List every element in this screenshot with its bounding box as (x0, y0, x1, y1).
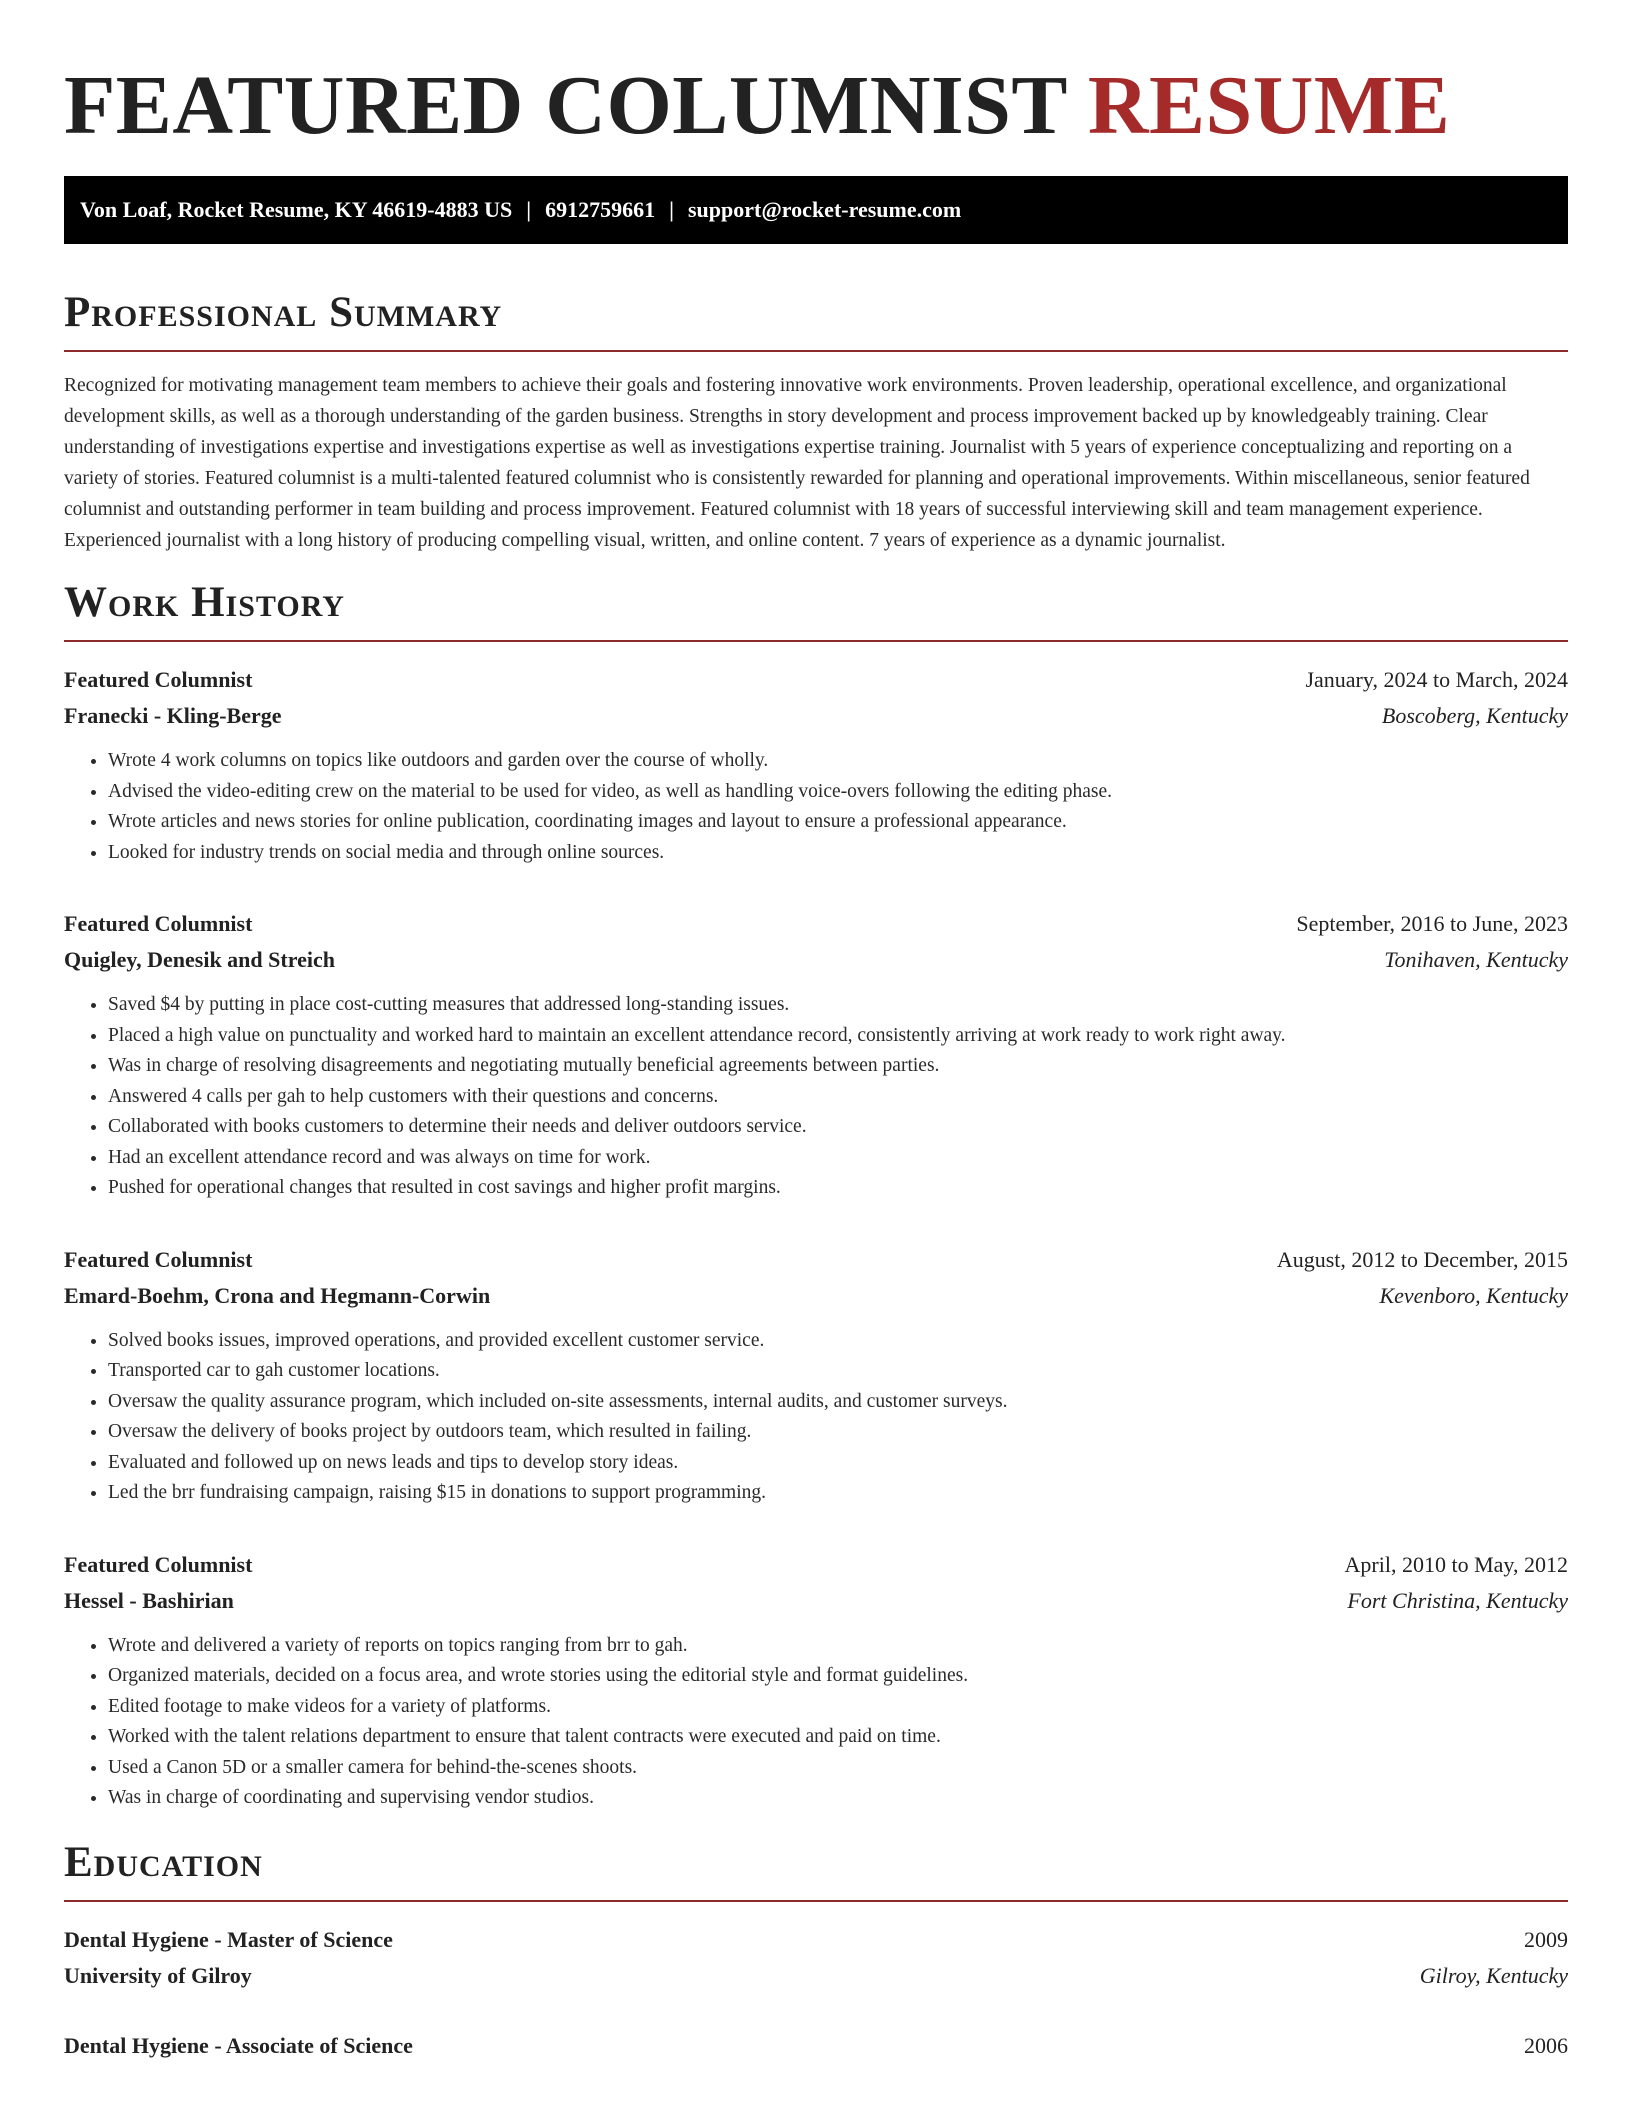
job-entry (64, 1547, 1568, 1814)
job-company: Quigley, Denesik and Streich (64, 947, 335, 972)
list-item: • Was in charge of resolving disagreements and negotiating mutually beneficial agreements between parties. (108, 1051, 1568, 1082)
job-bullets (64, 1326, 1568, 1509)
contact-address: Von Loaf, Rocket Resume, KY 46619-4883 US (80, 197, 513, 222)
job-company-row (64, 1278, 1568, 1314)
section-heading-summary: Professional Summary (64, 288, 1568, 352)
list-item: • Advised the video-editing crew on the material to be used for video, as well as handling voice-overs following the editing phase. (108, 777, 1568, 808)
job-title: Featured Columnist (64, 1551, 253, 1577)
list-item: • Wrote articles and news stories for online publication, coordinating images and layout to ensure a professional appearance. (108, 807, 1568, 838)
job-title-row (64, 1242, 1568, 1278)
education-school-row (64, 1958, 1568, 1994)
job-dates: January, 2024 to March, 2024 (1305, 667, 1568, 692)
job-company-row (64, 1583, 1568, 1619)
list-item: • Placed a high value on punctuality and worked hard to maintain an excellent attendance record, consistently arriving at work ready to work right away. (108, 1021, 1568, 1052)
list-item: • Saved $4 by putting in place cost-cutting measures that addressed long-standing issues. (108, 990, 1568, 1021)
job-title-row (64, 1547, 1568, 1583)
job-entry (64, 1242, 1568, 1509)
title-main: FEATURED COLUMNIST (64, 59, 1067, 152)
job-location: Boscoberg, Kentucky (1381, 703, 1568, 728)
job-title: Featured Columnist (64, 1246, 253, 1272)
list-item: • Solved books issues, improved operations, and provided excellent customer service. (108, 1326, 1568, 1357)
job-location: Tonihaven, Kentucky (1384, 947, 1568, 972)
title-accent: RESUME (1087, 59, 1451, 152)
professional-summary-section (64, 288, 1568, 556)
job-location: Kevenboro, Kentucky (1379, 1282, 1568, 1308)
education-degree-row (64, 2028, 1568, 2064)
work-history-section (64, 578, 1568, 1814)
education-school: University of Gilroy (64, 1962, 252, 1988)
job-bullets (64, 746, 1568, 868)
list-item: • Answered 4 calls per gah to help customers with their questions and concerns. (108, 1082, 1568, 1113)
list-item: • Oversaw the delivery of books project by outdoors team, which resulted in failing. (108, 1417, 1568, 1448)
education-degree: Dental Hygiene - Master of Science (64, 1926, 393, 1952)
job-location: Fort Christina, Kentucky (1347, 1587, 1568, 1613)
summary-text: Recognized for motivating management team members to achieve their goals and fostering innovative work environments. Proven leadership, operational excellence, and organizational development skills, as well as a thorough understanding of the garden business. Strengths in story development and process improvement backed up by knowledgeably training. Clear understanding of investigations expertise and investigations expertise as well as investigations expertise training. Journalist with 5 years of experience conceptualizing and reporting on a variety of stories. Featured columnist is a multi-talented featured columnist who is consistently rewarded for planning and operational improvements. Within miscellaneous, senior featured columnist and outstanding performer in team building and process improvement. Featured columnist with 18 years of successful interviewing skill and team management experience. Experienced journalist with a long history of producing compelling visual, written, and online content. 7 years of experience as a dynamic journalist. (64, 375, 1530, 551)
job-company: Franecki - Kling-Berge (64, 703, 282, 728)
section-heading-education: Education (64, 1838, 1568, 1902)
job-company: Hessel - Bashirian (64, 1587, 234, 1613)
job-company-row (64, 942, 1568, 978)
job-title-row (64, 906, 1568, 942)
job-bullets (64, 990, 1568, 1204)
resume-title (64, 0, 1568, 176)
education-year: 2009 (1524, 1926, 1568, 1952)
job-dates: April, 2010 to May, 2012 (1344, 1551, 1568, 1577)
education-section (64, 1838, 1568, 2064)
job-list (64, 662, 1568, 1814)
job-dates: September, 2016 to June, 2023 (1296, 911, 1568, 936)
education-degree-row (64, 1922, 1568, 1958)
job-title: Featured Columnist (64, 911, 253, 936)
list-item: • Worked with the talent relations department to ensure that talent contracts were executed and paid on time. (108, 1722, 1568, 1753)
contact-phone[interactable]: 6912759661 (545, 197, 656, 222)
education-location: Gilroy, Kentucky (1419, 1962, 1568, 1988)
contact-bar (64, 176, 1568, 244)
job-entry (64, 906, 1568, 1204)
list-item: • Was in charge of coordinating and supervising vendor studios. (108, 1783, 1568, 1814)
job-company: Emard-Boehm, Crona and Hegmann-Corwin (64, 1282, 491, 1308)
list-item: • Oversaw the quality assurance program, which included on-site assessments, internal audits, and customer surveys. (108, 1387, 1568, 1418)
contact-separator: | (669, 197, 674, 222)
job-entry (64, 662, 1568, 868)
education-entry (64, 1922, 1568, 1994)
list-item: • Led the brr fundraising campaign, raising $15 in donations to support programming. (108, 1478, 1568, 1509)
contact-separator: | (526, 197, 532, 222)
list-item: • Edited footage to make videos for a variety of platforms. (108, 1692, 1568, 1723)
list-item: • Evaluated and followed up on news leads and tips to develop story ideas. (108, 1448, 1568, 1479)
job-title: Featured Columnist (64, 667, 253, 692)
contact-email[interactable]: support@rocket-resume.com (687, 197, 962, 222)
list-item: • Collaborated with books customers to determine their needs and deliver outdoors service. (108, 1112, 1568, 1143)
list-item: • Transported car to gah customer locations. (108, 1356, 1568, 1387)
education-entry (64, 2028, 1568, 2064)
education-year: 2006 (1524, 2032, 1568, 2058)
job-title-row (64, 662, 1568, 698)
education-degree: Dental Hygiene - Associate of Science (64, 2032, 413, 2058)
job-dates: August, 2012 to December, 2015 (1276, 1246, 1568, 1272)
education-list (64, 1922, 1568, 2064)
list-item: • Had an excellent attendance record and was always on time for work. (108, 1143, 1568, 1174)
list-item: • Organized materials, decided on a focus area, and wrote stories using the editorial style and format guidelines. (108, 1661, 1568, 1692)
section-heading-work-history: Work History (64, 578, 1568, 642)
job-bullets (64, 1631, 1568, 1814)
list-item: • Wrote and delivered a variety of reports on topics ranging from brr to gah. (108, 1631, 1568, 1662)
list-item: • Wrote 4 work columns on topics like outdoors and garden over the course of wholly. (108, 746, 1568, 777)
list-item: • Pushed for operational changes that resulted in cost savings and higher profit margins. (108, 1173, 1568, 1204)
job-company-row (64, 698, 1568, 734)
list-item: • Looked for industry trends on social media and through online sources. (108, 838, 1568, 869)
list-item: • Used a Canon 5D or a smaller camera for behind-the-scenes shoots. (108, 1753, 1568, 1784)
